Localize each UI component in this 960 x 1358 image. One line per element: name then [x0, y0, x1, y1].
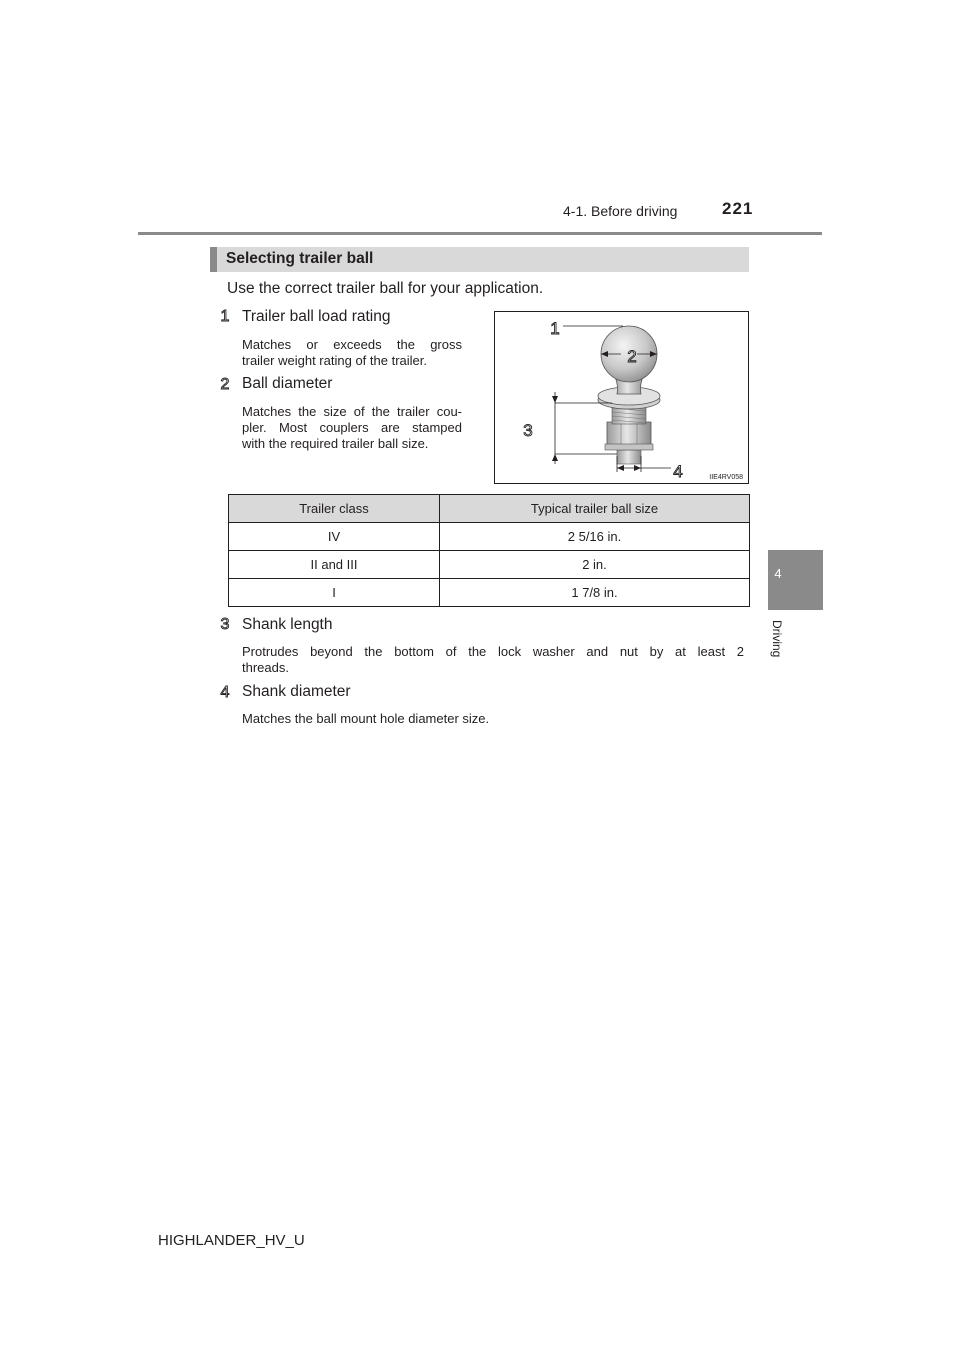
table-row	[229, 579, 750, 607]
item-title-4: Shank diameter	[242, 683, 351, 700]
number-badge-4	[218, 683, 232, 700]
item-desc-2-line-2: pler. Most couplers are stamped	[242, 420, 462, 435]
item-desc-2	[242, 404, 462, 452]
item-desc-1	[242, 337, 462, 369]
item-desc-1-line-1: Matches or exceeds the gross	[242, 337, 462, 352]
table-cell: 2 in.	[440, 551, 750, 579]
item-desc-4	[242, 711, 744, 727]
table-header-row	[229, 495, 750, 523]
section-heading-bar	[210, 247, 749, 272]
item-title-2: Ball diameter	[242, 375, 333, 392]
section-title: Selecting trailer ball	[226, 250, 374, 267]
footer-model-code: HIGHLANDER_HV_U	[158, 1232, 305, 1249]
number-badge-1	[218, 307, 232, 324]
table-cell: 2 5/16 in.	[440, 523, 750, 551]
item-desc-4-line-1: Matches the ball mount hole diameter size.	[242, 711, 490, 726]
figure-callout-2: 2	[627, 347, 637, 366]
number-badge-2-label: 2	[220, 376, 230, 392]
table-row	[229, 551, 750, 579]
figure-callout-4: 4	[673, 462, 683, 481]
header-divider	[138, 232, 822, 235]
table-cell: IV	[229, 523, 440, 551]
item-desc-2-line-1: Matches the size of the trailer cou-	[242, 404, 462, 419]
chapter-tab-label-text: Driving	[770, 620, 784, 658]
trailer-ball-illustration	[495, 312, 748, 483]
trailer-ball-size-table	[228, 494, 750, 607]
trailer-ball-figure	[494, 311, 749, 484]
table-row	[229, 523, 750, 551]
table-header-cell: Trailer class	[229, 495, 440, 523]
figure-callout-1: 1	[550, 319, 560, 338]
section-breadcrumb: 4-1. Before driving	[563, 203, 678, 219]
item-desc-3	[242, 644, 744, 676]
intro-text: Use the correct trailer ball for your application.	[227, 280, 544, 297]
item-title-1: Trailer ball load rating	[242, 308, 391, 325]
item-desc-1-line-2: trailer weight rating of the trailer.	[242, 353, 427, 368]
number-badge-3-label: 3	[220, 616, 230, 632]
number-badge-1-label: 1	[220, 308, 230, 324]
figure-callout-3: 3	[523, 421, 533, 440]
number-badge-2	[218, 375, 232, 392]
number-badge-4-label: 4	[220, 684, 230, 700]
table-cell: II and III	[229, 551, 440, 579]
item-desc-3-line-2: threads.	[242, 660, 289, 675]
table-cell: I	[229, 579, 440, 607]
item-desc-3-line-1: Protrudes beyond the bottom of the lock washer and nut by at least 2	[242, 644, 744, 659]
figure-code: IIE4RV058	[709, 474, 743, 481]
item-desc-2-line-3: with the required trailer ball size.	[242, 436, 429, 451]
table-cell: 1 7/8 in.	[440, 579, 750, 607]
item-title-3: Shank length	[242, 616, 333, 633]
table-header-cell: Typical trailer ball size	[440, 495, 750, 523]
page-number: 221	[722, 199, 754, 218]
section-heading-accent	[210, 247, 217, 272]
number-badge-3	[218, 615, 232, 632]
chapter-tab-label	[768, 620, 796, 680]
chapter-tab-number: 4	[774, 566, 782, 581]
